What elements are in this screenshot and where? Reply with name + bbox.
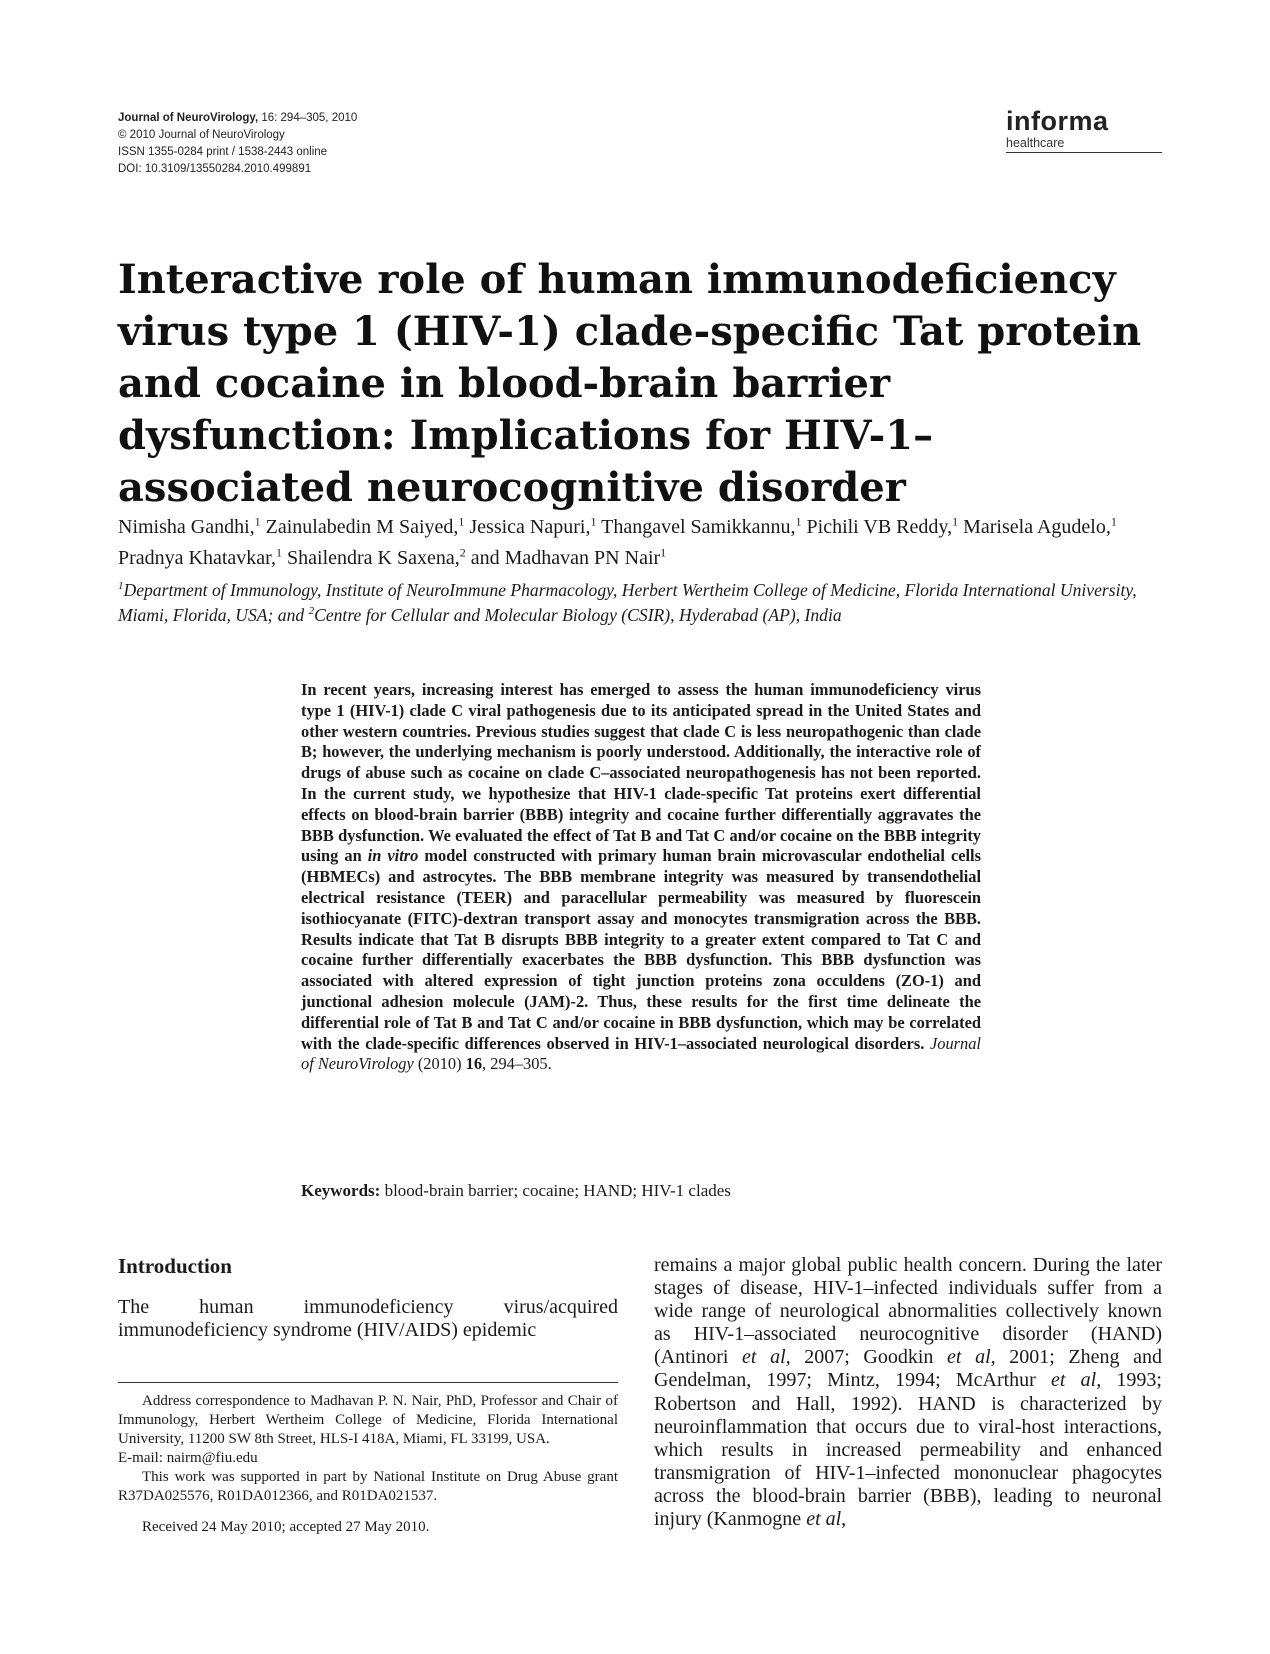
received-dates: Received 24 May 2010; accepted 27 May 2010. — [142, 1519, 430, 1535]
author: Zainulabedin M Saiyed,$^1$ — [265, 514, 465, 538]
author: Pradnya Khatavkar,$^1$ — [118, 545, 283, 570]
publisher-logo — [1006, 106, 1162, 153]
section-heading-introduction: Introduction — [118, 1254, 232, 1278]
correspondence-note: Address correspondence to Madhavan P. N. Nair, PhD, Professor and Chair of Immunology, Herbert Wertheim College of Medicine, Florida International University, 11200 SW 8th Street, HLS-I 418A, Miami, FL 33199, USA. — [118, 1393, 618, 1447]
footnotes — [118, 1392, 618, 1537]
abstract-citation: Journal of NeuroVirology (2010) 16, 294–305. — [301, 1033, 981, 1074]
author: and Madhavan PN Nair$^1$ — [470, 545, 667, 570]
copyright-line: © 2010 Journal of NeuroVirology — [118, 129, 285, 141]
journal-citation-line — [118, 110, 357, 127]
author: Thangavel Samikkannu,$^1$ — [601, 514, 802, 538]
author: Jessica Napuri,$^1$ — [469, 514, 597, 538]
author-list — [118, 508, 1168, 571]
introduction-left-text: The human immunodeficiency virus/acquired immunodeficiency syndrome (HIV/AIDS) epidemic — [118, 1296, 618, 1341]
keywords-label: Keywords: — [301, 1181, 381, 1200]
author: Nimisha Gandhi,$^1$ — [118, 514, 261, 538]
article-title: Interactive role of human immunodeficiency virus type 1 (HIV-1) clade-specific Tat protein and cocaine in blood-brain barrier dysfunction: Implications for HIV-1–associated neurocognitive disorder — [118, 256, 1142, 511]
author: Marisela Agudelo,$^1$ — [963, 514, 1117, 538]
keywords-text: blood-brain barrier; cocaine; HAND; HIV-1 clades — [380, 1181, 731, 1200]
keywords — [301, 1180, 1001, 1202]
author: Shailendra K Saxena,$^2$ — [287, 545, 466, 570]
journal-header — [118, 110, 357, 178]
journal-name: Journal of NeuroVirology, — [118, 112, 259, 124]
footnote-divider — [118, 1382, 618, 1383]
journal-citation: 16: 294–305, 2010 — [258, 112, 358, 124]
author: Pichili VB Reddy,$^1$ — [806, 514, 959, 538]
abstract: In recent years, increasing interest has emerged to assess the human immunodeficiency virus type 1 (HIV-1) clade C viral pathogenesis due to its anticipated spread in the United States and other western countries. Previous studies suggest that clade C is less neuropathogenic than clade B; however, the underlying mechanism is poorly understood. Additionally, the interactive role of drugs of abuse such as cocaine on clade C–associated neuropathogenesis has not been reported. In the current study, we hypothesize that HIV-1 clade-specific Tat proteins exert differential effects on blood-brain barrier (BBB) integrity and cocaine further differentially aggravates the BBB dysfunction. We evaluated the effect of Tat B and Tat C and/or cocaine on the BBB integrity using an in vitro model constructed with primary human brain microvascular endothelial cells (HBMECs) and astrocytes. The BBB membrane integrity was measured by transendothelial electrical resistance (TEER) and paracellular permeability was measured by fluorescein isothiocyanate (FITC)-dextran transport assay and monocytes transmigration across the BBB. Results indicate that Tat B disrupts BBB integrity to a greater extent compared to Tat C and cocaine further differentially exacerbates the BBB dysfunction. This BBB dysfunction was associated with altered expression of tight junction proteins zona occuldens (ZO-1) and junctional adhesion molecule (JAM)-2. Thus, these results for the first time delineate the differential role of Tat B and Tat C and/or cocaine in BBB dysfunction, which may be correlated with the clade-specific differences observed in HIV-1–associated neurological disorders. Journal of NeuroVirology (2010) 16, 294–305. — [301, 680, 981, 1074]
funding-note: This work was supported in part by National Institute on Drug Abuse grant R37DA025576, R01DA012366, and R01DA021537. — [118, 1469, 618, 1504]
introduction-right-text: remains a major global public health concern. During the later stages of disease, HIV-1–infected individuals suffer from a wide range of neurological abnormalities collectively known as HIV-1–associated neurocognitive disorder (HAND) (Antinori et al, 2007; Goodkin et al, 2001; Zheng and Gendelman, 1997; Mintz, 1994; McArthur et al, 1993; Robertson and Hall, 1992). HAND is characterized by neuroinflammation that occurs due to viral-host interactions, which results in increased permeability and enhanced transmigration of HIV-1–infected mononuclear phagocytes across the blood-brain barrier (BBB), leading to neuronal injury (Kanmogne et al, — [654, 1254, 1163, 1531]
affiliations: $^1$Department of Immunology, Institute of NeuroImmune Pharmacology, Herbert Wertheim College of Medicine, Florida International University, Miami, Florida, USA; and $^2$Centre for Cellular and Molecular Biology (CSIR), Hyderabad (AP), India — [118, 579, 1137, 625]
publisher-sub: healthcare — [1006, 136, 1065, 150]
correspondence-email: E-mail: nairm@fiu.edu — [118, 1450, 258, 1466]
publisher-name: informa — [1006, 106, 1109, 136]
doi-line: DOI: 10.3109/13550284.2010.499891 — [118, 163, 312, 175]
issn-line: ISSN 1355-0284 print / 1538-2443 online — [118, 146, 328, 158]
